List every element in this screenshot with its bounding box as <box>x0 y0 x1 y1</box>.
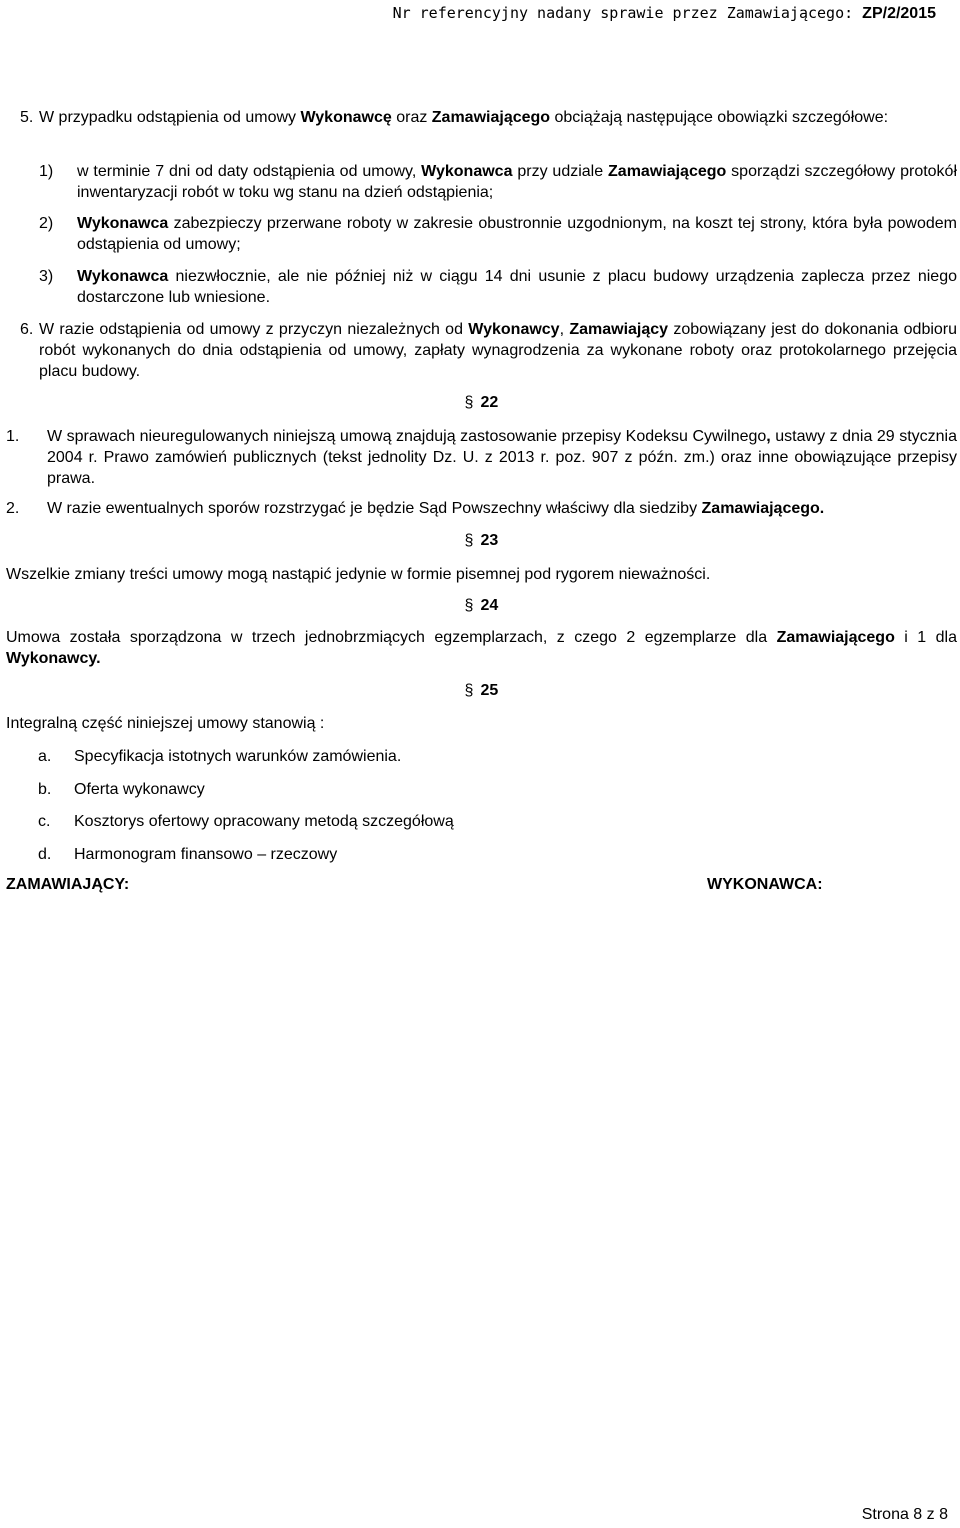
section-24-heading: § 24 <box>464 597 499 614</box>
signature-contractor: WYKONAWCA: <box>707 876 823 893</box>
item-6-number: 6. <box>20 321 34 338</box>
item-5-sub-1: w terminie 7 dni od daty odstąpienia od umowy, Wykonawca przy udziale Zamawiającego sporządzi szczegółowy protokół inwentaryzacji robót w toku wg stanu na dzień odstąpienia; <box>77 163 958 201</box>
signature-contracting-authority: ZAMAWIAJĄCY: <box>6 876 130 893</box>
item-5-sub-2-number: 2) <box>39 215 54 232</box>
s24-text: Umowa została sporządzona w trzech jednobrzmiących egzemplarzach, z czego 2 egzemplarze dla Zamawiającego i 1 dla Wykonawcy. <box>6 629 958 667</box>
attachment-c-text: Kosztorys ofertowy opracowany metodą szczegółową <box>74 813 454 830</box>
attachment-c-letter: c. <box>38 813 51 830</box>
item-5-sub-3: Wykonawca niezwłocznie, ale nie później niż w ciągu 14 dni usunie z placu budowy urządzenia zaplecza przez niego dostarczone lub wniesione. <box>77 268 957 306</box>
section-23-heading: § 23 <box>464 532 499 549</box>
s22-item-2-number: 2. <box>6 500 20 517</box>
page-header <box>393 4 936 23</box>
header-prefix: Nr referencyjny nadany sprawie przez Zamawiającego: <box>392 4 863 22</box>
item-5-sub-3-number: 3) <box>39 268 54 285</box>
section-25-heading: § 25 <box>464 682 499 699</box>
attachment-a-letter: a. <box>38 748 52 765</box>
s22-item-1-text: W sprawach nieuregulowanych niniejszą umową znajdują zastosowanie przepisy Kodeksu Cywilnego, ustawy z dnia 29 stycznia 2004 r. Prawo zamówień publicznych (tekst jednolity Dz. U. z 2013 r. poz. 907 z późn. zm.) oraz inne obowiązujące przepisy prawa. <box>47 428 957 487</box>
item-5-sub-1-number: 1) <box>39 163 54 180</box>
item-5-number: 5. <box>20 109 34 126</box>
s25-intro: Integralną część niniejszej umowy stanowią : <box>6 715 325 732</box>
attachment-b-letter: b. <box>38 781 52 798</box>
s22-item-2-text: W razie ewentualnych sporów rozstrzygać je będzie Sąd Powszechny właściwy dla siedziby Zamawiającego. <box>47 500 825 517</box>
attachment-d-text: Harmonogram finansowo – rzeczowy <box>74 846 338 863</box>
page-number: Strona 8 z 8 <box>861 1506 948 1523</box>
item-6-text: W razie odstąpienia od umowy z przyczyn niezależnych od Wykonawcy, Zamawiający zobowiązany jest do dokonania odbioru robót wykonanych do dnia odstąpienia od umowy, zapłaty wynagrodzenia za wykonane roboty oraz protokolarnego przejęcia placu budowy. <box>39 321 958 380</box>
section-22-heading: § 22 <box>464 394 499 411</box>
s23-text: Wszelkie zmiany treści umowy mogą nastąpić jedynie w formie pisemnej pod rygorem nieważności. <box>6 566 711 583</box>
attachment-a-text: Specyfikacja istotnych warunków zamówienia. <box>74 748 402 765</box>
attachment-d-letter: d. <box>38 846 52 863</box>
s22-item-1-number: 1. <box>6 428 20 445</box>
item-5-sub-2: Wykonawca zabezpieczy przerwane roboty w zakresie obustronnie uzgodnionym, na koszt tej strony, która była powodem odstąpienia od umowy; <box>77 215 957 253</box>
attachment-b-text: Oferta wykonawcy <box>74 781 205 798</box>
reference-number: ZP/2/2015 <box>862 5 936 22</box>
item-5-intro: W przypadku odstąpienia od umowy Wykonawcę oraz Zamawiającego obciążają następujące obowiązki szczegółowe: <box>39 109 889 126</box>
